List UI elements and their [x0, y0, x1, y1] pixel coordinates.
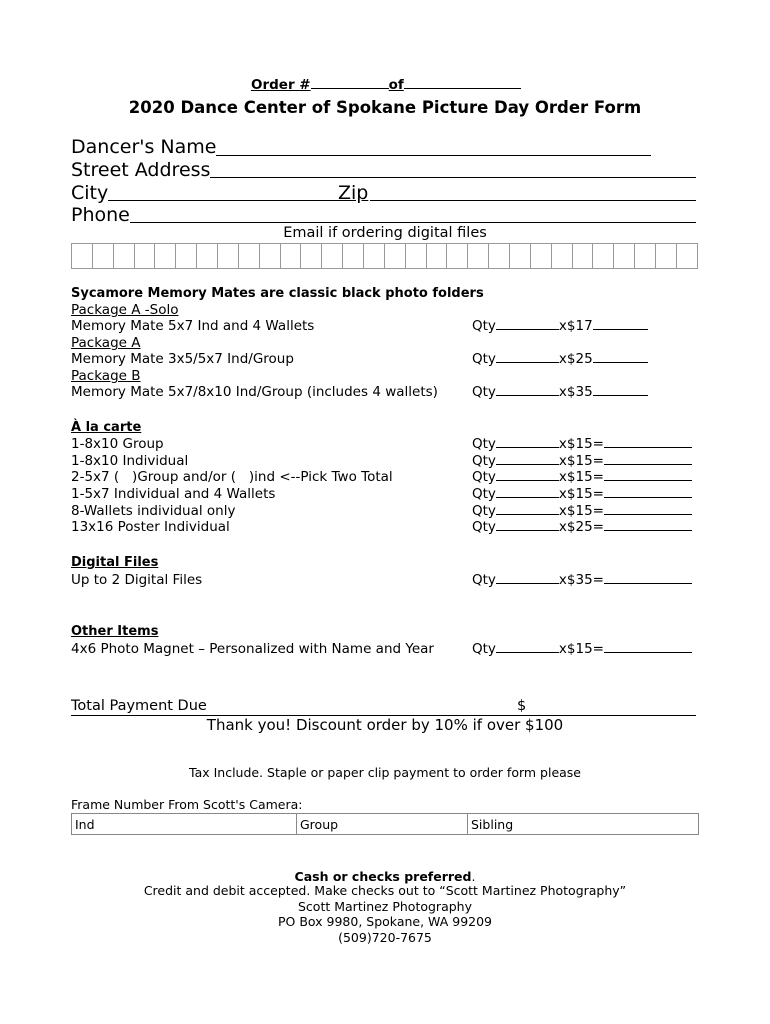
email-caption: Email if ordering digital files: [283, 225, 487, 241]
qty-blank[interactable]: [496, 329, 559, 330]
total-label: Total Payment Due: [71, 698, 207, 714]
dancer-name-field[interactable]: [216, 155, 651, 156]
email-input-boxes[interactable]: [71, 243, 698, 269]
qty-blank[interactable]: [496, 447, 559, 448]
total-dollar-sign: $: [517, 698, 527, 714]
price-label: x$25: [558, 351, 593, 367]
qty-blank[interactable]: [496, 480, 559, 481]
qty-label: Qty: [472, 469, 496, 485]
amount-blank[interactable]: [593, 362, 648, 363]
package-a-order: [472, 351, 648, 367]
package-a-solo-label: Package A -Solo: [71, 302, 179, 318]
digital-order: [472, 572, 692, 588]
package-b-label: Package B: [71, 368, 141, 384]
other-desc: 4x6 Photo Magnet – Personalized with Name and Year: [71, 641, 434, 657]
alacarte-item-order: [472, 486, 692, 502]
order-label: Order #: [251, 77, 311, 93]
alacarte-item-desc: 2-5x7 ( )Group and/or ( )ind <--Pick Two Total: [71, 469, 393, 485]
qty-blank[interactable]: [496, 395, 559, 396]
package-b-desc: Memory Mate 5x7/8x10 Ind/Group (includes 4 wallets): [71, 384, 438, 400]
amount-blank[interactable]: [604, 514, 692, 515]
company-name: Scott Martinez Photography: [298, 899, 472, 914]
order-number-line: [251, 77, 521, 93]
thank-you-note: Thank you! Discount order by 10% if over $100: [206, 716, 564, 734]
price-label: x$17: [558, 318, 593, 334]
package-a-solo-order: [472, 318, 648, 334]
amount-blank[interactable]: [604, 652, 692, 653]
price-label: x$25=: [558, 519, 604, 535]
alacarte-item-desc: 8-Wallets individual only: [71, 503, 236, 519]
qty-label: Qty: [472, 641, 496, 657]
zip-label: Zip: [338, 182, 369, 204]
frame-group-cell[interactable]: Group: [297, 814, 468, 835]
qty-blank[interactable]: [496, 514, 559, 515]
dancer-name-label: Dancer's Name: [71, 136, 217, 158]
alacarte-item-desc: 1-5x7 Individual and 4 Wallets: [71, 486, 276, 502]
package-a-desc: Memory Mate 3x5/5x7 Ind/Group: [71, 351, 294, 367]
alacarte-item-desc: 1-8x10 Group: [71, 436, 164, 452]
payment-period: .: [471, 869, 476, 884]
phone-field[interactable]: [130, 222, 696, 223]
alacarte-item-order: [472, 436, 692, 452]
alacarte-heading: À la carte: [71, 420, 142, 435]
alacarte-item-desc: 1-8x10 Individual: [71, 453, 189, 469]
alacarte-item-order: [472, 503, 692, 519]
price-label: x$35=: [558, 572, 604, 588]
qty-label: Qty: [472, 486, 496, 502]
street-address-label: Street Address: [71, 159, 211, 181]
credit-note: Credit and debit accepted. Make checks out to “Scott Martinez Photography”: [143, 883, 627, 898]
amount-blank[interactable]: [604, 583, 692, 584]
city-field[interactable]: [108, 200, 338, 201]
other-order: [472, 641, 692, 657]
qty-label: Qty: [472, 384, 496, 400]
price-label: x$15=: [558, 503, 604, 519]
order-total-blank[interactable]: [404, 88, 521, 89]
package-a-solo-desc: Memory Mate 5x7 Ind and 4 Wallets: [71, 318, 315, 334]
qty-label: Qty: [472, 453, 496, 469]
qty-label: Qty: [472, 503, 496, 519]
digital-heading: Digital Files: [71, 555, 159, 570]
company-address: PO Box 9980, Spokane, WA 99209: [277, 914, 493, 929]
qty-blank[interactable]: [496, 652, 559, 653]
amount-blank[interactable]: [604, 464, 692, 465]
amount-blank[interactable]: [604, 447, 692, 448]
qty-blank[interactable]: [496, 362, 559, 363]
tax-note: Tax Include. Staple or paper clip payment to order form please: [189, 765, 581, 780]
amount-blank[interactable]: [593, 329, 648, 330]
amount-blank[interactable]: [604, 497, 692, 498]
package-b-order: [472, 384, 648, 400]
price-label: x$15=: [558, 641, 604, 657]
frame-number-label: Frame Number From Scott's Camera:: [71, 797, 303, 812]
phone-label: Phone: [71, 204, 130, 226]
frame-number-table: [71, 813, 699, 835]
amount-blank[interactable]: [604, 530, 692, 531]
qty-blank[interactable]: [496, 497, 559, 498]
city-label: City: [71, 182, 109, 204]
price-label: x$15=: [558, 436, 604, 452]
qty-blank[interactable]: [496, 464, 559, 465]
price-label: x$35: [558, 384, 593, 400]
price-label: x$15=: [558, 486, 604, 502]
qty-label: Qty: [472, 436, 496, 452]
frame-sibling-cell[interactable]: Sibling: [468, 814, 699, 835]
qty-label: Qty: [472, 519, 496, 535]
qty-label: Qty: [472, 318, 496, 334]
amount-blank[interactable]: [604, 480, 692, 481]
zip-field[interactable]: [370, 200, 696, 201]
street-address-field[interactable]: [210, 177, 696, 178]
payment-preference: [0, 869, 770, 884]
company-phone: (509)720-7675: [338, 930, 432, 945]
price-label: x$15=: [558, 469, 604, 485]
form-title: 2020 Dance Center of Spokane Picture Day Order Form: [128, 98, 642, 117]
price-label: x$15=: [558, 453, 604, 469]
qty-blank[interactable]: [496, 583, 559, 584]
amount-blank[interactable]: [593, 395, 648, 396]
order-number-blank[interactable]: [311, 88, 389, 89]
qty-label: Qty: [472, 572, 496, 588]
other-heading: Other Items: [71, 624, 159, 639]
alacarte-item-order: [472, 519, 692, 535]
qty-label: Qty: [472, 351, 496, 367]
package-a-label: Package A: [71, 335, 141, 351]
alacarte-item-order: [472, 469, 692, 485]
qty-blank[interactable]: [496, 530, 559, 531]
alacarte-item-desc: 13x16 Poster Individual: [71, 519, 230, 535]
digital-desc: Up to 2 Digital Files: [71, 572, 203, 588]
alacarte-item-order: [472, 453, 692, 469]
packages-heading: Sycamore Memory Mates are classic black photo folders: [71, 286, 484, 301]
frame-ind-cell[interactable]: Ind: [72, 814, 297, 835]
payment-bold: Cash or checks preferred: [294, 869, 472, 884]
of-label: of: [388, 77, 404, 93]
